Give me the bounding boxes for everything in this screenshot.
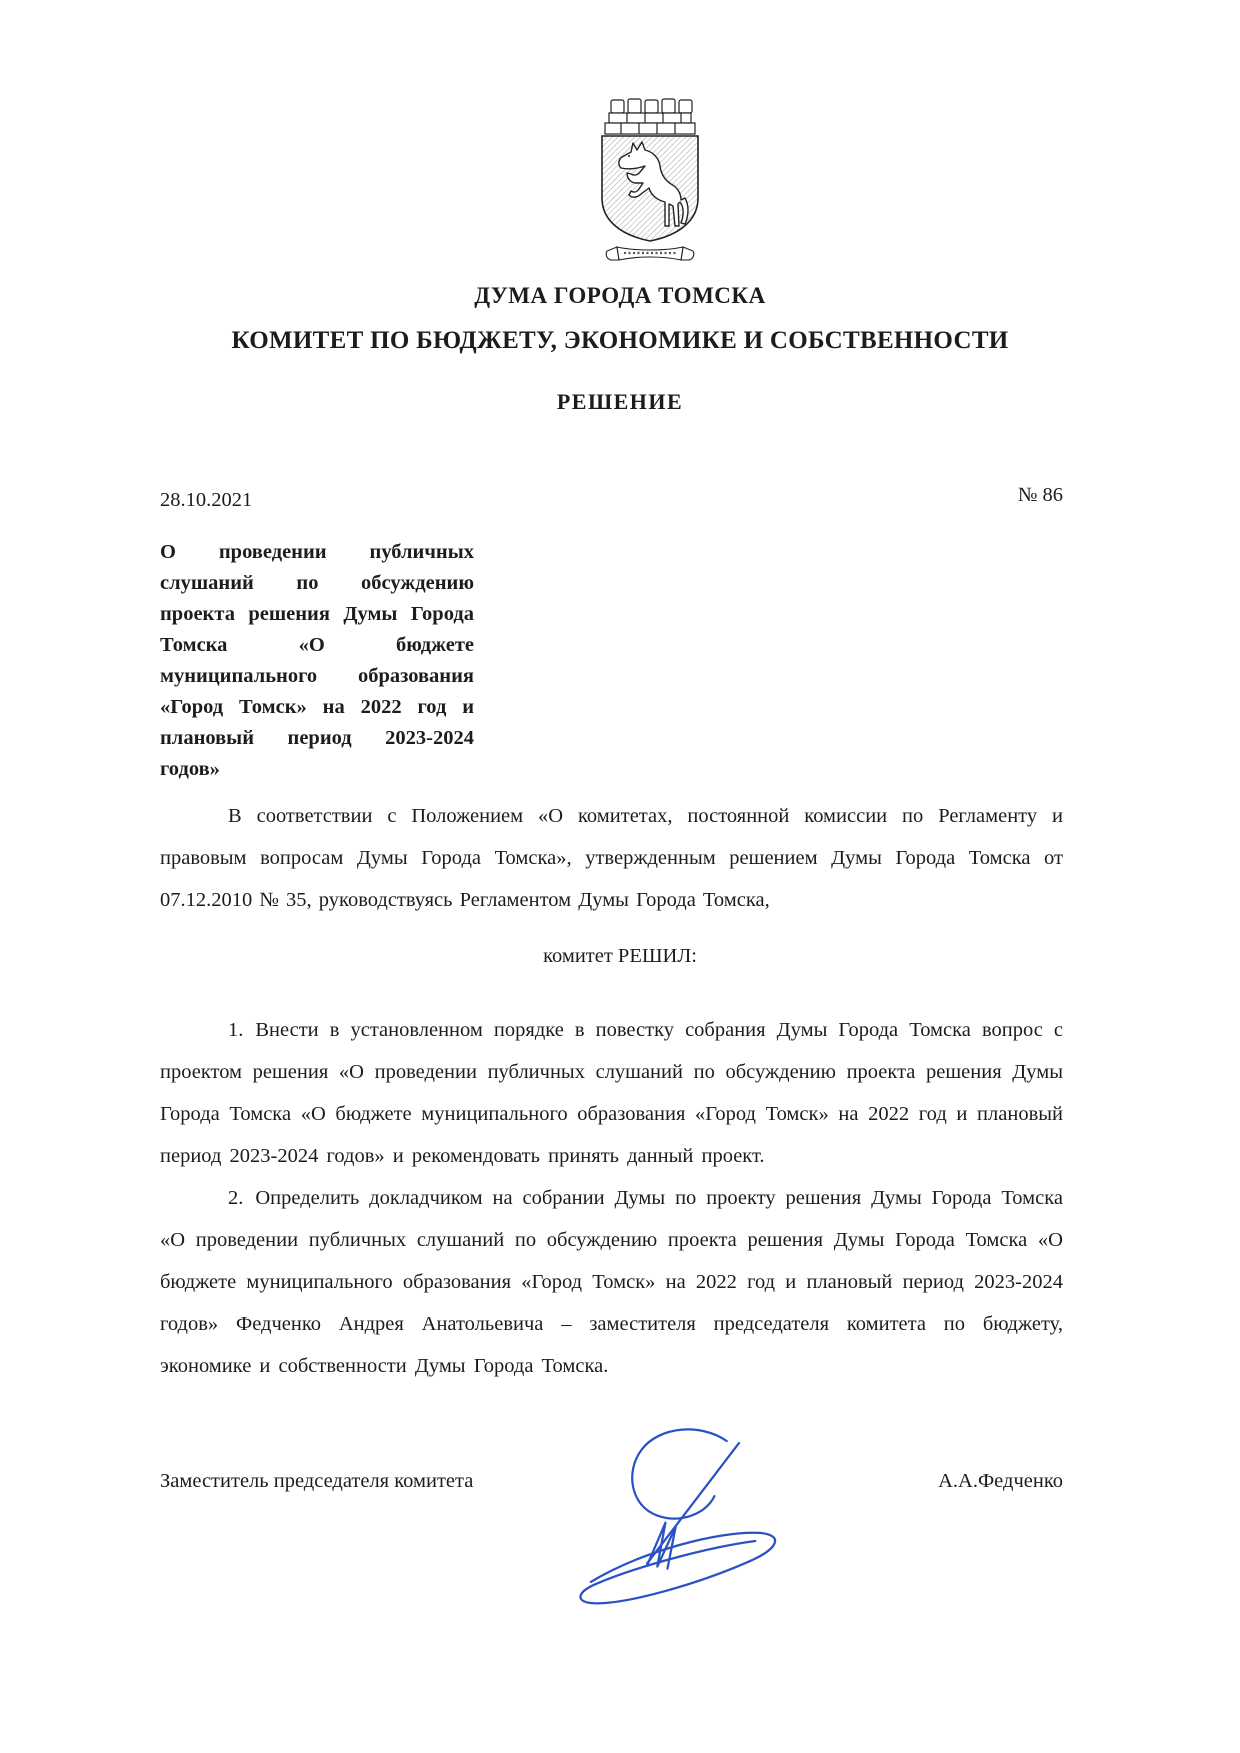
resolution-item-2 [160,1177,1063,1387]
tomsk-coat-of-arms-icon [585,96,715,268]
item-text: Определить докладчиком на собрании Думы по проекту решения Думы Города Томска «О проведении публичных слушаний по обсуждению проекта решения Думы Города Томска «О бюджете муниципального образования «Город Томск» на 2022 год и плановый период 2023-2024 годов» Федченко Андрея Анатольевича – заместителя председателя комитета по бюджету, экономике и собственности Думы Города Томска. [160,1187,1063,1377]
signer-name: А.А.Федченко [938,1470,1063,1492]
item-text: Внести в установленном порядке в повестку собрания Думы Города Томска вопрос с проектом решения «О проведении публичных слушаний по обсуждению проекта решения Думы Города Томска «О бюджете муниципального образования «Город Томск» на 2022 год и плановый период 2023-2024 годов» и рекомендовать принять данный проект. [160,1019,1063,1167]
document-number: № 86 [1017,484,1063,506]
signer-position-title: Заместитель председателя комитета [160,1470,474,1492]
document-subject: О проведении публичных слушаний по обсуждению проекта решения Думы Города Томска «О бюджете муниципального образования «Город Томск» на 2022 год и плановый период 2023-2024 годов» [160,541,474,780]
resolution-item-1 [160,1009,1063,1177]
document-date: 28.10.2021 [160,489,253,511]
item-number: 1. [228,1019,244,1041]
committee-name: КОМИТЕТ ПО БЮДЖЕТУ, ЭКОНОМИКЕ И СОБСТВЕННОСТИ [231,327,1009,354]
handwritten-signature [545,1420,790,1610]
resolution-items [160,1009,1063,1387]
document-type-heading: РЕШЕНИЕ [556,389,684,414]
resolution-lead: комитет РЕШИЛ: [543,945,697,967]
item-number: 2. [228,1187,244,1209]
preamble-paragraph: В соответствии с Положением «О комитетах, постоянной комиссии по Регламенту и правовым вопросам Думы Города Томска», утвержденным решением Думы Города Томска от 07.12.2010 № 35, руководствуясь Регламентом Думы Города Томска, [160,805,1063,911]
organization-name: ДУМА ГОРОДА ТОМСКА [474,283,766,308]
date-number-row [160,484,1063,512]
